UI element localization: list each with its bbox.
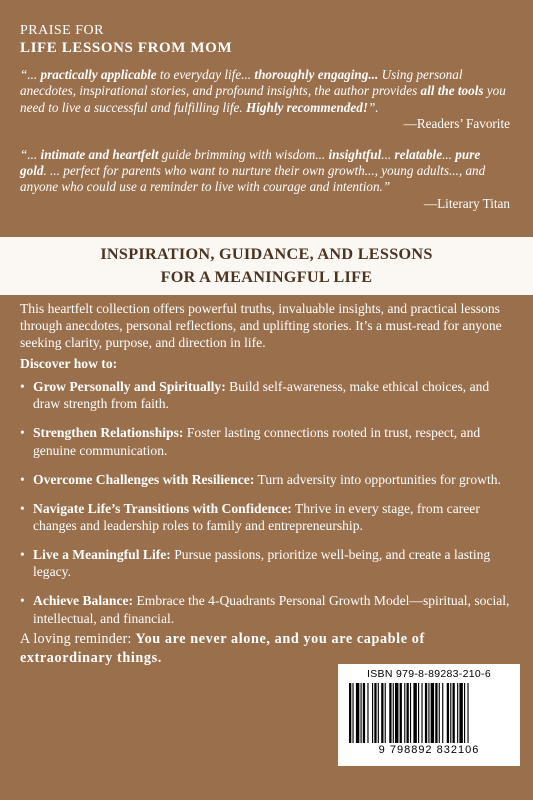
bullet-text: Turn adversity into opportunities for growth. <box>254 471 501 487</box>
bullet-text: Pursue passions, prioritize well-being, and create a lasting legacy. <box>33 546 491 580</box>
isbn-barcode-box <box>338 664 520 766</box>
review-text: guide brimming with wisdom... <box>158 146 329 162</box>
review-emphasis: thoroughly engaging... <box>254 67 379 82</box>
review-emphasis: Highly recommended! <box>245 99 368 115</box>
bullet-item <box>20 471 516 488</box>
bullet-title: Live a Meaningful Life: <box>33 546 171 562</box>
barcode-bar <box>450 683 451 743</box>
praise-section <box>20 22 510 212</box>
barcode-bar <box>459 683 462 743</box>
tagline-line-2: FOR A MEANINGFUL LIFE <box>160 268 373 286</box>
barcode-bar <box>428 683 429 743</box>
closing-reminder <box>20 630 516 668</box>
reminder-emphasis: You are never alone, and you are capable of extraordinary things. <box>20 631 425 666</box>
barcode-bar <box>421 683 422 743</box>
barcode-bar <box>385 683 386 743</box>
praise-heading-small: PRAISE FOR <box>20 23 104 38</box>
barcode-bar <box>372 683 373 743</box>
review-text: to everyday life... <box>156 67 255 82</box>
review-text: “... <box>20 67 41 82</box>
barcode-bar <box>447 683 449 743</box>
barcode-bar <box>425 683 427 743</box>
bullet-title: Navigate Life’s Transitions with Confidence: <box>33 500 292 516</box>
barcode-bar <box>410 683 411 743</box>
barcode-bar <box>435 683 437 743</box>
bullet-dot-icon: • <box>20 379 25 394</box>
intro-paragraph: This heartfelt collection offers powerful truths, invaluable insights, and practical lessons through anecdotes, personal reflections, and uplifting stories. It’s a must-read for anyone seeking clarity, purpose, and direction in life. <box>20 301 502 351</box>
barcode-bar <box>395 683 398 743</box>
reminder-lead: A loving reminder: <box>20 631 136 647</box>
barcode-bar <box>453 683 455 743</box>
barcode-digits: 9 798892 832106 <box>378 744 480 756</box>
barcode-bar <box>378 683 379 743</box>
barcode-bar <box>361 683 362 743</box>
review-2-attribution: —Literary Titan <box>423 195 510 211</box>
bullet-list <box>20 378 516 638</box>
review-text: ... <box>442 146 456 162</box>
review-emphasis: all the tools <box>420 83 484 99</box>
barcode-bar <box>442 683 443 743</box>
barcode-bar <box>457 683 458 743</box>
barcode-bar <box>400 683 402 743</box>
bullet-dot-icon: • <box>20 593 25 609</box>
praise-heading-title: LIFE LESSONS FROM MOM <box>20 40 233 56</box>
barcode-bar <box>439 683 440 743</box>
review-text: Using personal anecdotes, inspirational stories, and profound insights, the author provides <box>20 67 463 99</box>
bullet-item <box>20 546 516 581</box>
bullet-dot-icon: • <box>20 546 25 562</box>
bullet-title: Achieve Balance: <box>33 593 134 609</box>
bullet-item <box>20 592 516 627</box>
review-text: ”. <box>367 99 379 115</box>
barcode-bar <box>356 683 359 743</box>
bullet-dot-icon: • <box>20 471 25 487</box>
review-emphasis: intimate and heartfelt <box>40 146 159 162</box>
barcode-bar <box>389 683 391 743</box>
review-2 <box>20 147 510 213</box>
discover-heading: Discover how to: <box>20 356 118 371</box>
barcode-bar <box>404 683 405 743</box>
bullet-text: Foster lasting connections rooted in trust, respect, and genuine communication. <box>33 425 481 458</box>
barcode-bar <box>352 683 353 743</box>
tagline-line-1: INSPIRATION, GUIDANCE, AND LESSONS <box>100 245 433 263</box>
review-emphasis: relatable <box>394 146 443 162</box>
barcode-bar <box>381 683 383 743</box>
isbn-label: ISBN 979-8-89283-210-6 <box>367 668 491 680</box>
barcode-bar <box>367 683 368 743</box>
review-emphasis: practically applicable <box>40 67 157 82</box>
bullet-text: Build self-awareness, make ethical choices, and draw strength from faith. <box>33 379 490 412</box>
bullet-title: Overcome Challenges with Resilience: <box>33 471 255 487</box>
barcode-bar <box>349 683 351 743</box>
barcode-bar <box>363 683 365 743</box>
review-1 <box>20 67 510 133</box>
review-text: ... <box>381 146 395 162</box>
review-emphasis: insightful <box>328 146 382 162</box>
review-text: . ... perfect for parents who want to nurture their own growth..., young adults..., and anyone who could use a reminder to live with courage and intention.” <box>20 163 486 195</box>
barcode-bar <box>467 683 468 743</box>
review-text: you need to live a successful and fulfilling life. <box>20 83 506 115</box>
bullet-dot-icon: • <box>20 500 25 516</box>
review-text: “... <box>20 146 41 162</box>
review-emphasis: pure gold <box>20 146 481 179</box>
review-1-attribution: —Readers’ Favorite <box>403 116 510 132</box>
barcode-bar <box>393 683 394 743</box>
barcode-bar <box>431 683 434 743</box>
bullet-title: Grow Personally and Spiritually: <box>33 379 226 394</box>
barcode-bar <box>418 683 419 743</box>
bullet-text: Thrive in every stage, from career changes and leadership roles to family and entrepreneurship. <box>33 500 480 533</box>
review-1-quote <box>20 67 510 116</box>
barcode-bar <box>413 683 416 743</box>
bullet-item <box>20 378 516 413</box>
barcode-bar <box>407 683 409 743</box>
bullet-text: Embrace the 4-Quadrants Personal Growth Model—spiritual, social, intellectual, and financial. <box>33 593 510 626</box>
bullet-item <box>20 424 516 459</box>
bullet-item <box>20 500 516 535</box>
bullet-title: Strengthen Relationships: <box>33 425 184 441</box>
barcode-bar <box>374 683 376 743</box>
barcode-bar <box>464 683 465 743</box>
bullet-dot-icon: • <box>20 425 25 441</box>
barcode-bars-icon <box>347 683 511 743</box>
review-2-quote <box>20 147 510 196</box>
tagline-banner <box>0 237 533 295</box>
